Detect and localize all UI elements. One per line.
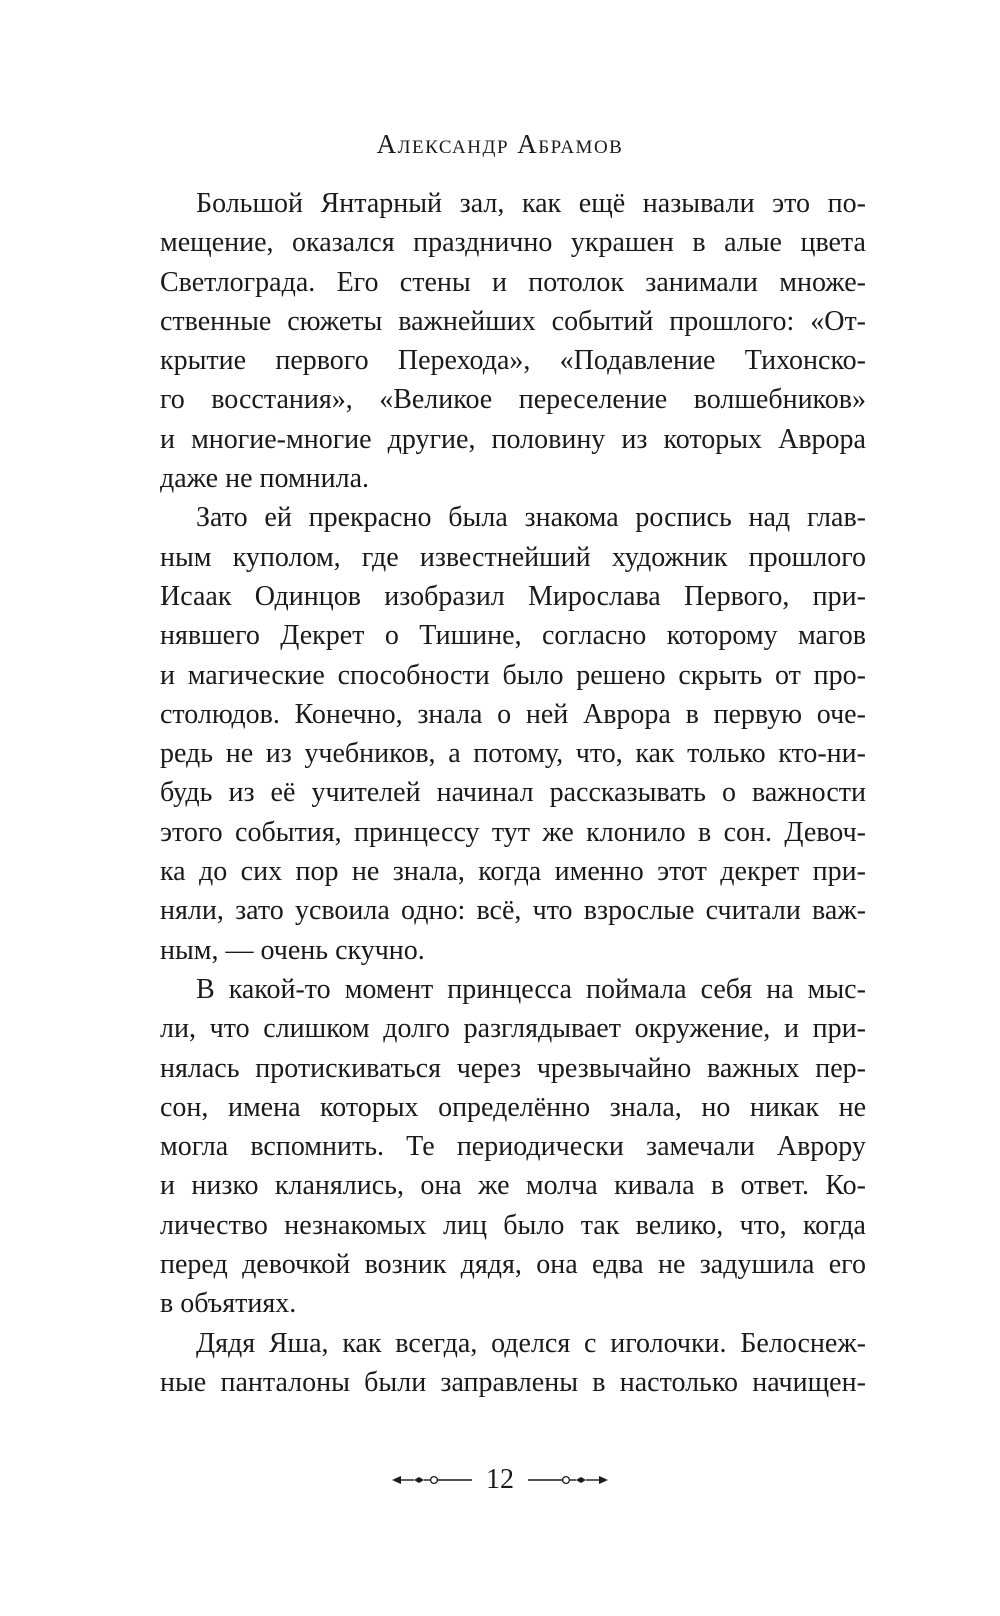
text-line: личество незнакомых лиц было так велико, что, когда — [160, 1209, 866, 1241]
page-number: 12 — [486, 1464, 514, 1495]
text-line: ка до сих пор не знала, когда именно этот декрет при- — [160, 856, 866, 888]
folio — [0, 1460, 1000, 1500]
text-line: го восстания», «Великое переселение волшебников» — [160, 384, 866, 416]
text-line: ным, — очень скучно. — [160, 934, 425, 966]
text-line: могла вспомнить. Те периодически замечали Аврору — [160, 1131, 866, 1163]
text-line: Зато ей прекрасно была знакома роспись над глав- — [196, 502, 866, 534]
text-line: Светлограда. Его стены и потолок занимали множе- — [160, 266, 866, 298]
text-line: ственные сюжеты важнейших событий прошлого: «От- — [160, 305, 866, 337]
text-line: будь из её учителей начинал рассказывать о важности — [160, 777, 866, 809]
text-line: Большой Янтарный зал, как ещё называли это по- — [196, 188, 866, 219]
text-line: столюдов. Конечно, знала о ней Аврора в первую оче- — [160, 698, 866, 730]
text-line: мещение, оказался празднично украшен в алые цвета — [160, 227, 866, 259]
text-line: ли, что слишком долго разглядывает окружение, и при- — [160, 1013, 866, 1045]
ornament-right-icon — [528, 1473, 608, 1487]
text-line: крытие первого Перехода», «Подавление Тихонско- — [160, 345, 866, 377]
text-line: ные панталоны были заправлены в настолько начищен- — [160, 1366, 866, 1398]
text-line: и низко кланялись, она же молча кивала в ответ. Ко- — [160, 1170, 866, 1202]
text-line: сон, имена которых определённо знала, но никак не — [160, 1091, 866, 1123]
text-line: этого события, принцессу тут же клонило в сон. Девоч- — [160, 816, 866, 848]
text-line: ным куполом, где известнейший художник прошлого — [160, 541, 866, 573]
text-line: Исаак Одинцов изобразил Мирослава Первого, при- — [160, 580, 866, 612]
body-text — [160, 184, 866, 1402]
text-line: В какой-то момент принцесса поймала себя на мыс- — [196, 973, 866, 1005]
ornament-left-icon — [392, 1473, 472, 1487]
text-line: даже не помнила. — [160, 463, 370, 495]
text-line: в объятиях. — [160, 1288, 297, 1320]
text-line: няли, зато усвоила одно: всё, что взрослые считали важ- — [160, 895, 866, 927]
text-line: редь не из учебников, а потому, что, как только кто-ни- — [160, 738, 866, 770]
text-line: перед девочкой возник дядя, она едва не задушила его — [160, 1249, 866, 1281]
text-line: нявшего Декрет о Тишине, согласно которому магов — [160, 620, 866, 652]
text-line: и многие-многие другие, половину из которых Аврора — [160, 423, 866, 455]
text-line: нялась протискиваться через чрезвычайно важных пер- — [160, 1052, 866, 1084]
running-head: Александр Абрамов — [376, 129, 624, 159]
text-line: и магические способности было решено скрыть от про- — [160, 659, 866, 691]
text-line: Дядя Яша, как всегда, оделся с иголочки. Белоснеж- — [196, 1327, 866, 1359]
